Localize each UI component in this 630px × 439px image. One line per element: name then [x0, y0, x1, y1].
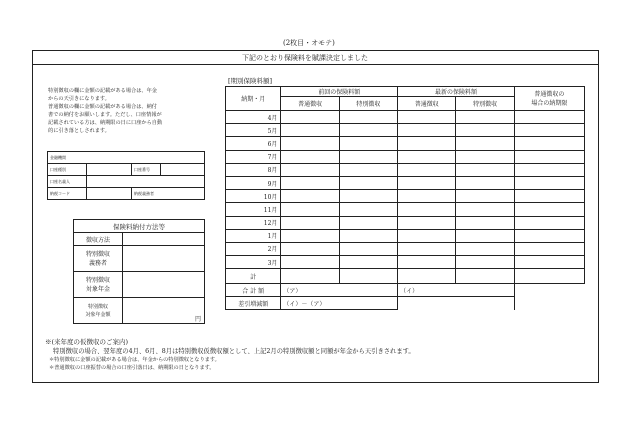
- amount-cell: [281, 216, 339, 229]
- amount-cell: [339, 150, 397, 163]
- yen-unit: 円: [194, 316, 201, 323]
- amount-cell: [514, 256, 584, 269]
- month-row: [226, 229, 585, 242]
- amount-cell: [398, 137, 456, 150]
- amount-cell: [398, 203, 456, 216]
- month-label: 3月: [267, 259, 278, 267]
- diff-value: （イ）－（ア）: [283, 300, 326, 308]
- deadline-header: 普通徴収の 場合の納期限: [531, 90, 568, 107]
- amount-cell: [339, 190, 397, 203]
- bank-label: 金融機関: [50, 154, 66, 160]
- method-row-label: 特別徴収 対象年金: [85, 276, 110, 293]
- amount-cell: [456, 124, 514, 137]
- amount-cell: [456, 150, 514, 163]
- amount-cell: [398, 124, 456, 137]
- month-row: [226, 190, 585, 203]
- amount-cell: [514, 190, 584, 203]
- account-type-label: 口座種別: [50, 166, 66, 172]
- month-row: [226, 150, 585, 163]
- heading-divider: [32, 64, 599, 65]
- amount-cell: [456, 111, 514, 124]
- sum-label: 合 計 額: [242, 287, 265, 295]
- note-line: 普通徴収の欄に金額の記載がある場合は、納付: [48, 104, 157, 110]
- amount-cell: [281, 242, 339, 255]
- amount-cell: [339, 176, 397, 189]
- footer-title: ※(来年度の仮徴収のご案内): [45, 338, 129, 346]
- amount-cell: [456, 229, 514, 242]
- amount-cell: [514, 137, 584, 150]
- amount-cell: [456, 176, 514, 189]
- prev-ordinary-header: 普通徴収: [298, 101, 323, 108]
- amount-cell: [339, 229, 397, 242]
- amount-cell: [514, 124, 584, 137]
- note-line: 特別徴収の欄に金額の記載がある場合は、年金: [48, 88, 157, 94]
- note-line: 的に引き落としされます。: [48, 128, 110, 134]
- amount-cell: [339, 216, 397, 229]
- month-label: 10月: [263, 193, 278, 201]
- amount-cell: [281, 111, 339, 124]
- amount-cell: [398, 111, 456, 124]
- total-label: 計: [250, 273, 257, 281]
- month-label: 6月: [267, 140, 278, 148]
- diff-label: 差引増減額: [238, 300, 269, 308]
- amount-cell: [514, 203, 584, 216]
- month-row: [226, 242, 585, 255]
- amount-cell: [456, 190, 514, 203]
- month-row: [226, 176, 585, 189]
- month-label: 2月: [267, 246, 278, 254]
- page-heading: 下記のとおり保険料を賦課決定しました: [242, 54, 368, 62]
- month-row: [226, 137, 585, 150]
- amount-cell: [339, 124, 397, 137]
- month-label: 8月: [267, 167, 278, 175]
- prev-special-header: 特別徴収: [356, 101, 381, 108]
- sum-a: （ア）: [283, 287, 302, 295]
- month-label: 9月: [267, 180, 278, 188]
- amount-cell: [398, 190, 456, 203]
- amount-cell: [398, 150, 456, 163]
- amount-cell: [456, 203, 514, 216]
- amount-cell: [456, 137, 514, 150]
- sheet-label: (2枚目・オモテ): [283, 39, 335, 47]
- month-label: 4月: [267, 114, 278, 122]
- method-row-label: 特別徴収 対象年金額: [85, 303, 111, 318]
- amount-cell: [281, 137, 339, 150]
- amount-cell: [339, 137, 397, 150]
- month-label: 7月: [267, 154, 278, 162]
- account-number-label: 口座番号: [134, 166, 150, 172]
- amount-cell: [514, 150, 584, 163]
- note-line: からの天引きになります。: [48, 96, 110, 102]
- amount-cell: [514, 163, 584, 176]
- amount-cell: [514, 176, 584, 189]
- amount-cell: [281, 176, 339, 189]
- latest-ordinary-header: 普通徴収: [414, 101, 439, 108]
- month-row: [226, 124, 585, 137]
- note-line: 記載されている方は、納期限の日に口座から自動: [48, 120, 163, 126]
- amount-cell: [281, 150, 339, 163]
- taxpayer-label: 納税義務者: [134, 190, 154, 196]
- month-label: 11月: [263, 206, 278, 214]
- month-label: 1月: [267, 233, 278, 241]
- period-title: [期別保険料額]: [228, 77, 273, 85]
- amount-cell: [281, 124, 339, 137]
- method-row-label: 徴収方法: [85, 236, 110, 244]
- account-holder-label: 口座名義人: [50, 178, 70, 184]
- premium-table: [225, 86, 585, 310]
- month-row: [226, 256, 585, 269]
- footer-line: 特別徴収の場合、翌年度の4月、6月、8月は特別徴収仮徴収額として、上記2月の特別徴収額と同額が年金から天引きされます。: [53, 348, 415, 355]
- amount-cell: [281, 256, 339, 269]
- left-notes: [48, 87, 162, 135]
- footer-note: ＊特別徴収に金額の記載がある場合は、年金からの特別徴収となります。: [49, 357, 220, 363]
- month-row: [226, 203, 585, 216]
- col-month-header: 納期・月: [241, 96, 266, 103]
- amount-cell: [398, 256, 456, 269]
- amount-cell: [398, 229, 456, 242]
- amount-cell: [339, 256, 397, 269]
- latest-header: 最新の保険料額: [434, 89, 477, 96]
- amount-cell: [339, 111, 397, 124]
- amount-cell: [456, 216, 514, 229]
- prev-header: 前回の保険料額: [318, 89, 361, 96]
- amount-cell: [456, 242, 514, 255]
- payment-method-box: [73, 219, 205, 324]
- sum-i: （イ）: [400, 287, 419, 295]
- month-label: 5月: [267, 127, 278, 135]
- month-label: 12月: [263, 220, 278, 228]
- amount-cell: [281, 229, 339, 242]
- amount-cell: [339, 203, 397, 216]
- amount-cell: [339, 163, 397, 176]
- amount-cell: [514, 111, 584, 124]
- amount-cell: [339, 242, 397, 255]
- month-row: [226, 216, 585, 229]
- amount-cell: [398, 163, 456, 176]
- tax-code-label: 納税コード: [50, 190, 70, 196]
- latest-special-header: 特別徴収: [473, 101, 498, 108]
- note-line: 書での納付をお願いします。ただし、口座情報が: [48, 112, 162, 118]
- amount-cell: [398, 216, 456, 229]
- amount-cell: [281, 190, 339, 203]
- bank-info-box: [47, 151, 205, 200]
- amount-cell: [398, 242, 456, 255]
- amount-cell: [456, 163, 514, 176]
- month-row: [226, 163, 585, 176]
- amount-cell: [281, 163, 339, 176]
- footer-note: ＊普通徴収の口座振替の場合の口座引落日は、納期限の日となります。: [49, 365, 215, 371]
- amount-cell: [514, 229, 584, 242]
- amount-cell: [456, 256, 514, 269]
- amount-cell: [281, 203, 339, 216]
- method-box-title: 保険料納付方法等: [113, 222, 165, 231]
- method-row-label: 特別徴収 義務者: [85, 250, 110, 267]
- amount-cell: [398, 176, 456, 189]
- month-row: [226, 111, 585, 124]
- amount-cell: [514, 242, 584, 255]
- amount-cell: [514, 216, 584, 229]
